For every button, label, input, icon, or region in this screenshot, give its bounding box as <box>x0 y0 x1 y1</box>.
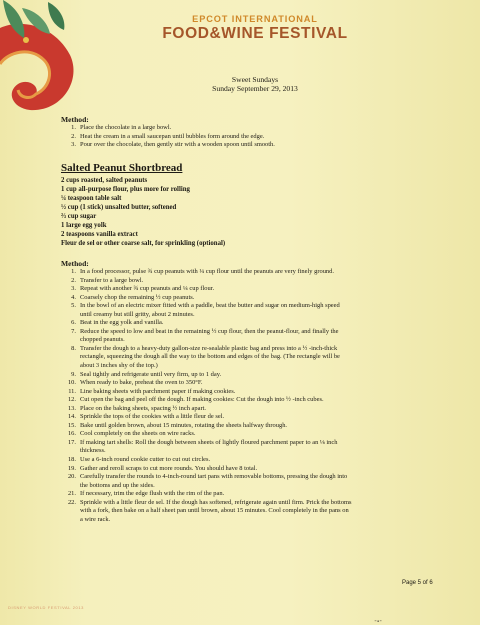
event-name: Sweet Sundays <box>231 75 279 84</box>
festival-header <box>140 14 370 43</box>
list-item: 16. Cool completely on the sheets on wire racks. <box>67 430 196 438</box>
list-item: 11. Line baking sheets with parchment paper if making cookies. <box>68 387 236 395</box>
list-item: 14. Sprinkle the tops of the cookies with a little fleur de sel. <box>67 413 225 421</box>
recipe-title: Salted Peanut Shortbread <box>61 162 183 174</box>
list-item: 2. Heat the cream in a small saucepan until bubbles form around the edge. <box>71 132 265 140</box>
list-item: 1. In a food processor, pulse ¾ cup peanuts with ¼ cup flour until the peanuts are very finely ground. <box>71 268 334 275</box>
list-item: 3. Repeat with another ¾ cup peanuts and ¼ cup flour. <box>71 285 215 293</box>
list-item: 5. In the bowl of an electric mixer fitted with a paddle, beat the butter and sugar on medium-high speed until creamy but still gritty, about 2 minutes. <box>71 302 340 318</box>
print-stamp: DISNEY WORLD FESTIVAL 2013 <box>8 605 84 610</box>
event-title-block <box>140 75 370 94</box>
event-date: Sunday September 29, 2013 <box>212 84 298 94</box>
list-item: 2. Transfer to a large bowl. <box>71 276 144 284</box>
method-list-2 <box>65 268 427 524</box>
ingredient-item: Fleur de sel or other coarse salt, for sprinkling (optional) <box>61 240 226 248</box>
epcot-title: EPCOT INTERNATIONAL <box>192 14 318 24</box>
scan-mark: ⁃▪⁃ <box>374 619 383 625</box>
list-item: 22. Sprinkle with a little fleur de sel. If the dough has softened, refrigerate again until firm. Prick the bottoms with a fork, then bake on a half sheet pan until brown, about 15 minutes. Cool completely in the pans on a wire rack. <box>67 498 352 523</box>
list-item: 1. Place the chocolate in a large bowl. <box>71 124 172 131</box>
method-list-1 <box>65 124 445 150</box>
list-item: 20. Carefully transfer the rounds to 4-inch-round tart pans with removable bottoms, pressing the dough into the bottoms and up the sides. <box>67 473 348 489</box>
list-item: 3. Pour over the chocolate, then gently stir with a wooden spoon until smooth. <box>71 141 275 149</box>
ingredient-item: ¼ teaspoon table salt <box>61 195 122 203</box>
list-item: 15. Bake until golden brown, about 15 minutes, rotating the sheets halfway through. <box>67 421 288 429</box>
list-item: 8. Transfer the dough to a heavy-duty gallon-size re-sealable plastic bag and press into a ½ -inch-thick rectangle, squeezing the dough all the way to the bottom and edges of the bag. (The rectangle will be about 3 inches shy of the top.) <box>71 344 340 370</box>
list-item: 17. If making tart shells: Roll the dough between sheets of lightly floured parchment paper to an ⅛ inch thickness. <box>67 438 338 455</box>
festival-title: FOOD&WINE FESTIVAL <box>162 25 348 42</box>
list-item: 9. Seal tightly and refrigerate until very firm, up to 1 day. <box>71 370 222 378</box>
method-heading-2: Method: <box>61 259 89 268</box>
page-number: Page 5 of 6 <box>402 580 433 586</box>
ingredient-list <box>61 176 225 248</box>
list-item: 7. Reduce the speed to low and beat in the remaining ½ cup flour, then the peanut-flour, and finally the chopped peanuts. <box>71 327 339 344</box>
method-heading-1: Method: <box>61 115 89 124</box>
ingredient-item: ½ cup (1 stick) unsalted butter, softened <box>61 204 177 212</box>
list-item: 21. If necessary, trim the edge flush with the rim of the pan. <box>67 490 225 498</box>
list-item: 19. Gather and reroll scraps to cut more rounds. You should have 8 total. <box>67 464 258 472</box>
ingredient-item: 1 cup all-purpose flour, plus more for rolling <box>61 186 190 194</box>
list-item: 10. When ready to bake, preheat the oven to 350°F. <box>67 379 203 387</box>
list-item: 13. Place on the baking sheets, spacing ½ inch apart. <box>67 404 207 412</box>
ingredient-item: 1 large egg yolk <box>61 222 107 230</box>
list-item: 4. Coarsely chop the remaining ½ cup peanuts. <box>71 293 195 301</box>
ingredient-item: 2 cups roasted, salted peanuts <box>61 177 148 184</box>
list-item: 18. Use a 6-inch round cookie cutter to cut out circles. <box>67 456 211 464</box>
ingredient-item: 2 teaspoons vanilla extract <box>61 231 138 239</box>
list-item: 6. Beat in the egg yolk and vanilla. <box>71 319 164 327</box>
ingredient-item: ⅔ cup sugar <box>61 213 97 221</box>
list-item: 12. Cut open the bag and peel off the dough. If making cookies: Cut the dough into ½ -inch cubes. <box>67 396 324 404</box>
